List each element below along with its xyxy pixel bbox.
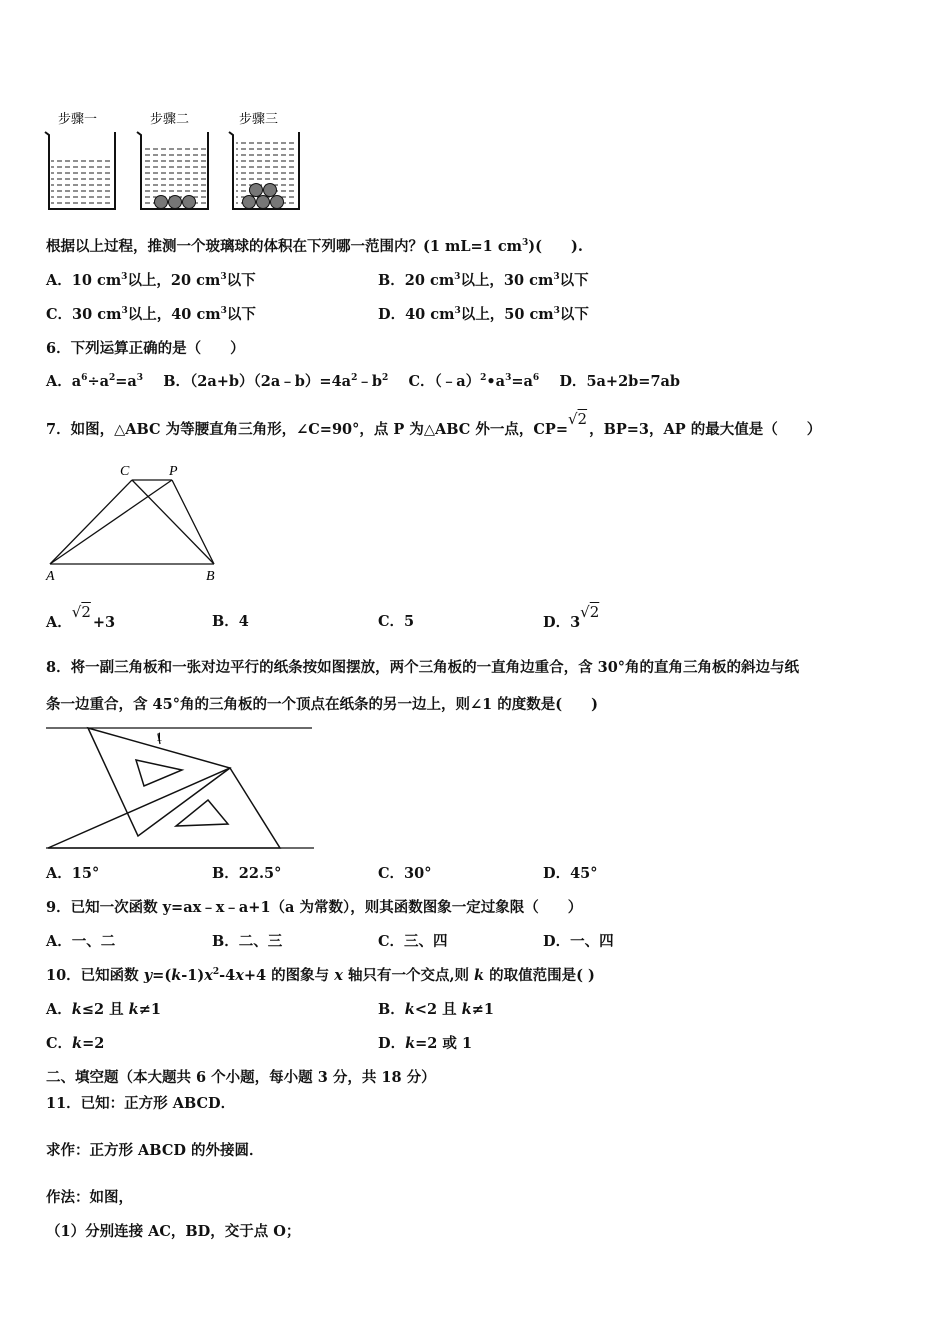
- beaker-3: [229, 132, 299, 209]
- q8-option-b[interactable]: B．22.5°: [212, 865, 282, 882]
- q8-option-c[interactable]: C．30°: [378, 865, 432, 882]
- label-a: A: [46, 569, 55, 584]
- q6-option-b[interactable]: B．$(2a+b)(2a﹣b)=4a^2﹣b^2$: [163, 373, 389, 390]
- q7-option-c[interactable]: C．5: [378, 613, 415, 630]
- q5-option-a[interactable]: A．10 $cm^3$以上，20 $cm^3$以下: [46, 272, 256, 289]
- q6-option-a[interactable]: A．$a^6\div a^2=a^3$: [46, 373, 144, 390]
- q5-option-c[interactable]: C．30 $cm^3$以上，40 $cm^3$以下: [46, 306, 256, 323]
- q11-stem: 11．已知：正方形 ABCD．: [46, 1095, 236, 1112]
- q6-stem: 6．下列运算正确的是（ ）: [46, 340, 245, 357]
- q8-stem-line1: 8．将一副三角板和一张对边平行的纸条按如图摆放，两个三角板的一直角边重合，含 30°角的直角三角板的斜边与纸: [46, 659, 800, 676]
- set-square-diagram: [44, 724, 316, 852]
- step3-label: 步骤三: [239, 111, 279, 126]
- q6-options: [46, 372, 680, 392]
- q5-option-d[interactable]: D．40 $cm^3$以上，50 $cm^3$以下: [378, 306, 589, 323]
- label-p: P: [169, 464, 178, 479]
- q11-method: 作法：如图，: [46, 1189, 133, 1206]
- q7-option-a[interactable]: A．√2+3: [46, 603, 116, 631]
- q6-option-c[interactable]: C．$(﹣a)^2•a^3=a^6$: [408, 373, 540, 390]
- q7-option-d[interactable]: D．3√2: [543, 603, 600, 631]
- q8-option-a[interactable]: A．15°: [46, 865, 100, 882]
- label-b: B: [206, 569, 215, 584]
- label-c: C: [120, 464, 130, 479]
- q10-option-b[interactable]: B．k<2 且 k≠1: [378, 1001, 494, 1018]
- q9-option-b[interactable]: B．二、三: [212, 933, 283, 950]
- q9-stem: 9．已知一次函数 y=ax﹣x﹣a+1（a 为常数），则其函数图象一定过象限（ ）: [46, 899, 583, 916]
- q10-stem: 10．已知函数 $y=(k-1)x^2-4x+4$ 的图象与 x 轴只有一个交点,则 k 的取值范围是( ): [46, 967, 595, 984]
- q11-task: 求作：正方形 ABCD 的外接圆．: [46, 1142, 264, 1159]
- beaker-diagram: [40, 104, 310, 216]
- q10-option-d[interactable]: D．k=2 或 1: [378, 1035, 473, 1052]
- q9-option-d[interactable]: D．一、四: [543, 933, 614, 950]
- q6-option-d[interactable]: D．5a+2b=7ab: [559, 373, 681, 390]
- q10-option-c[interactable]: C．k=2: [46, 1035, 105, 1052]
- step1-label: 步骤一: [58, 111, 98, 126]
- q9-option-a[interactable]: A．一、二: [46, 933, 116, 950]
- triangle-figure: [44, 460, 224, 586]
- section-2-heading: 二、填空题（本大题共 6 个小题，每小题 3 分，共 18 分）: [46, 1069, 436, 1086]
- q8-option-d[interactable]: D．45°: [543, 865, 598, 882]
- sqrt-symbol: √2: [567, 410, 588, 428]
- q7-stem: 7．如图，△ABC 为等腰直角三角形，∠C=90°，点 P 为△ABC 外一点，CP=√2，BP=3，AP 的最大值是（ ）: [46, 410, 822, 438]
- q5-stem: 根据以上过程，推测一个玻璃球的体积在下列哪一范围内？(1 mL=1 $cm^3$)( ).: [46, 238, 583, 255]
- q10-option-a[interactable]: A．k≤2 且 k≠1: [46, 1001, 161, 1018]
- q8-stem-line2: 条一边重合，含 45°角的三角板的一个顶点在纸条的另一边上，则∠1 的度数是( ): [46, 696, 598, 713]
- angle-1-label: 1: [156, 729, 163, 744]
- q9-option-c[interactable]: C．三、四: [378, 933, 448, 950]
- q11-step1: （1）分别连接 AC，BD，交于点 O；: [46, 1223, 301, 1240]
- beaker-figure: [40, 104, 310, 216]
- triangle-abc-diagram: [44, 460, 224, 586]
- q5-option-b[interactable]: B．20 $cm^3$以上，30 $cm^3$以下: [378, 272, 589, 289]
- beaker-1: [45, 132, 115, 209]
- q7-option-b[interactable]: B．4: [212, 613, 249, 630]
- beaker-2: [137, 132, 208, 209]
- set-square-figure: [44, 724, 316, 852]
- step2-label: 步骤二: [150, 111, 190, 126]
